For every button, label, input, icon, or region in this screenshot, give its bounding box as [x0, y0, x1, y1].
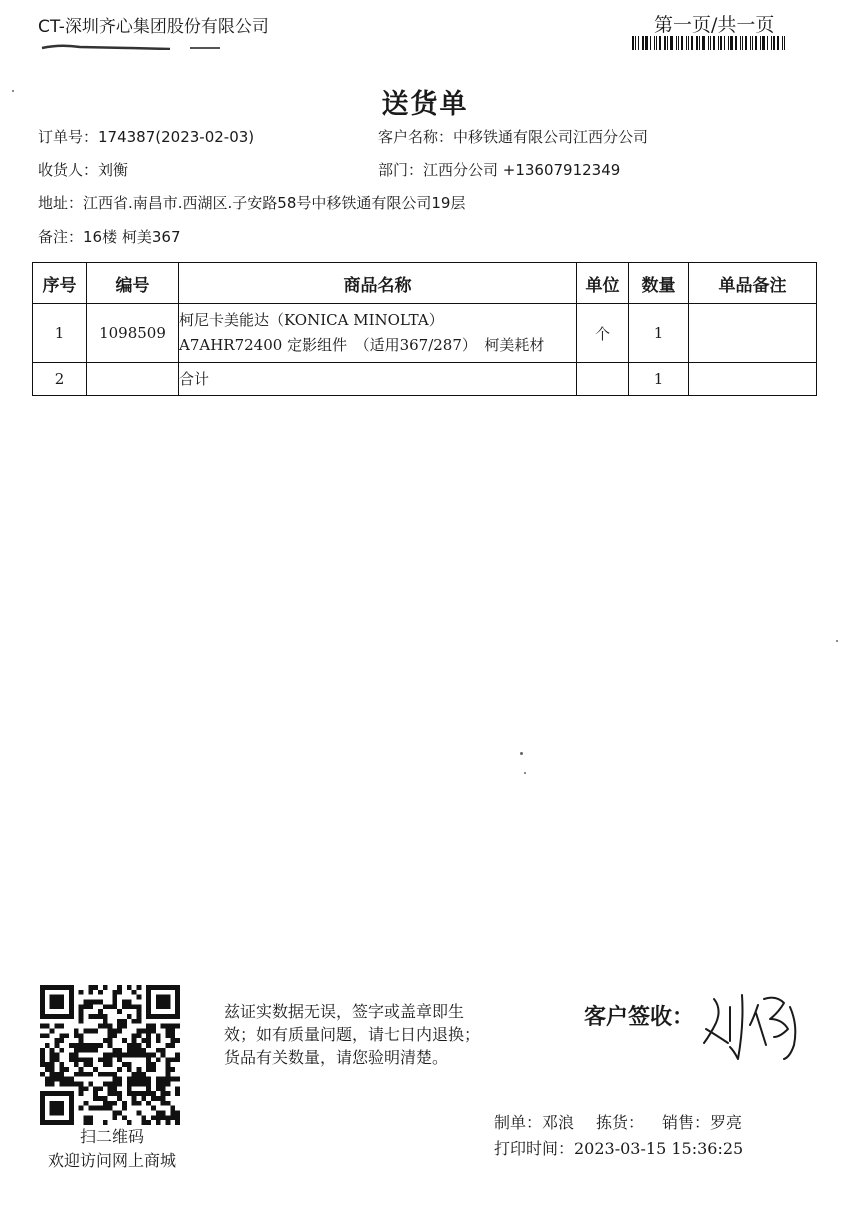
header-item-note: 单品备注 [689, 263, 817, 304]
barcode-bar [691, 36, 693, 50]
barcode-bar [654, 36, 655, 50]
barcode-bar [670, 36, 673, 50]
barcode-bar [676, 36, 677, 50]
document-title: 送货单 [381, 89, 469, 120]
barcode-bar [635, 36, 636, 50]
scan-speck [520, 752, 523, 755]
address: 地址：江西省.南昌市.西湖区.子安路58号中移铁通有限公司19层 [38, 194, 466, 212]
barcode-bar [724, 36, 725, 50]
row-quantity: 1 [629, 304, 689, 363]
remark: 备注：16楼 柯美367 [38, 228, 181, 246]
barcode-bar [735, 36, 737, 50]
footer-maker: 制单：邓浪 [494, 1113, 575, 1132]
barcode-bar [752, 36, 753, 50]
header-smudge-mark [40, 44, 240, 50]
barcode-bar [642, 36, 644, 50]
header-seq: 序号 [33, 263, 87, 304]
barcode-bar [710, 36, 711, 50]
barcode-bar [773, 36, 775, 50]
barcode-bar [678, 36, 679, 50]
table-row [33, 304, 817, 363]
barcode-bar [699, 36, 700, 50]
barcode-bar [659, 36, 661, 50]
notice-line2: 效；如有质量问题，请七日内退换； [224, 1025, 481, 1044]
product-name-line2: A7AHR72400 定影组件 （适用367/287） 柯美耗材 [179, 336, 545, 354]
barcode-bar [696, 36, 698, 50]
barcode-bar [650, 36, 651, 50]
header-product-name: 商品名称 [179, 263, 577, 304]
scan-speck [12, 90, 14, 92]
barcode-bar [760, 36, 761, 50]
barcode-bar [686, 36, 687, 50]
notice-line3: 货品有关数量，请您验明清楚。 [224, 1048, 449, 1067]
consignee: 收货人：刘衡 [38, 161, 129, 179]
barcode-bar [745, 36, 747, 50]
row-code [87, 363, 179, 396]
scan-speck [836, 640, 838, 642]
qr-code[interactable] [40, 985, 180, 1125]
footer-picker: 拣货： [596, 1113, 645, 1132]
row-seq: 1 [33, 304, 87, 363]
barcode-bar [762, 36, 765, 50]
row-unit [577, 363, 629, 396]
qr-caption-scan: 扫二维码 [79, 1127, 144, 1146]
row-note [689, 363, 817, 396]
barcode-bar [681, 36, 683, 50]
product-name-line1: 柯尼卡美能达（KONICA MINOLTA） [179, 311, 444, 329]
customer-name: 客户名称：中移铁通有限公司江西分公司 [378, 128, 649, 146]
qr-caption-mall: 欢迎访问网上商城 [47, 1151, 176, 1170]
barcode-bar [708, 36, 709, 50]
row-code: 1098509 [87, 304, 179, 363]
barcode-bar [664, 36, 666, 50]
barcode-bar [656, 36, 657, 50]
row-note [689, 304, 817, 363]
barcode-bar [771, 36, 772, 50]
barcode-bar [782, 36, 783, 50]
table-header-row [33, 263, 817, 304]
barcode-bar [755, 36, 757, 50]
barcode-bar [777, 36, 779, 50]
table-row-total [33, 363, 817, 396]
barcode-bar [713, 36, 715, 50]
barcode-bar [728, 36, 729, 50]
notice-line1: 兹证实数据无误，签字或盖章即生 [224, 1002, 465, 1021]
barcode [632, 36, 800, 50]
company-name: CT-深圳齐心集团股份有限公司 [38, 17, 269, 37]
barcode-bar [638, 36, 639, 50]
barcode-bar [667, 36, 668, 50]
customer-sign-label: 客户签收： [584, 1005, 695, 1030]
row-total-label: 合计 [179, 363, 577, 396]
items-table [32, 262, 817, 396]
scan-speck [524, 772, 526, 774]
notice-text [224, 1000, 534, 1069]
barcode-bar [742, 36, 743, 50]
page-info: 第一页/共一页 [654, 14, 775, 36]
barcode-bar [688, 36, 689, 50]
header-unit: 单位 [577, 263, 629, 304]
barcode-bar [750, 36, 751, 50]
barcode-bar [767, 36, 768, 50]
barcode-bar [730, 36, 733, 50]
customer-signature [700, 985, 810, 1065]
row-product-name [179, 304, 577, 363]
barcode-bar [632, 36, 634, 50]
barcode-bar [718, 36, 719, 50]
row-unit: 个 [577, 304, 629, 363]
row-seq: 2 [33, 363, 87, 396]
department: 部门：江西分公司 +13607912349 [378, 161, 621, 179]
footer-print-time: 打印时间：2023-03-15 15:36:25 [494, 1139, 744, 1158]
barcode-bar [784, 36, 785, 50]
barcode-bar [702, 36, 705, 50]
header-quantity: 数量 [629, 263, 689, 304]
row-quantity: 1 [629, 363, 689, 396]
barcode-bar [740, 36, 741, 50]
footer-sales: 销售：罗亮 [662, 1113, 743, 1132]
barcode-bar [720, 36, 722, 50]
barcode-bar [645, 36, 648, 50]
order-number: 订单号：174387(2023-02-03) [38, 128, 255, 146]
header-code: 编号 [87, 263, 179, 304]
